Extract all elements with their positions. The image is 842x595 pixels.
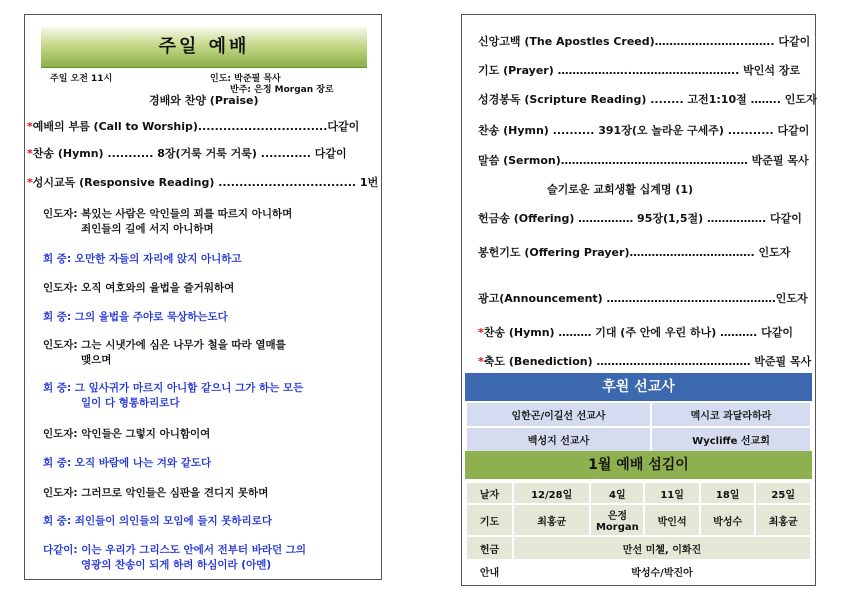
order-item-responsive-reading: *성시교독 (Responsive Reading) ................................. 1번	[27, 176, 379, 189]
table-row	[466, 402, 811, 427]
missions-header: 후원 선교사	[465, 373, 812, 401]
missions-table	[465, 401, 812, 453]
reading-line: 회 중: 오만한 자들의 자리에 앉지 아니하고	[43, 253, 242, 265]
preacher-info: 인도: 박준필 목사	[210, 74, 281, 84]
reading-line: 회 중: 오직 바람에 나는 겨와 같도다	[43, 457, 212, 469]
mission-place: 멕시코 과달라하라	[651, 402, 811, 427]
reading-line: 인도자: 그는 시냇가에 심은 나무가 철을 따라 열매를 맺으며	[43, 339, 286, 366]
order-item-call-to-worship: *예배의 부름 (Call to Worship)...............................다같이	[27, 120, 360, 133]
standing-marker: *	[27, 147, 33, 160]
order-item-offering: 헌금송 (Offering) …………… 95장(1,5절) ……………. 다같이	[478, 212, 802, 225]
standing-marker: *	[27, 120, 33, 133]
schedule-table	[465, 481, 812, 583]
order-item-closing-hymn: *찬송 (Hymn) ……… 기대 (주 안에 우린 하나) ………. 다같이	[478, 326, 793, 339]
reading-line: 회 중: 그 잎사귀가 마르지 아니함 같으니 그가 하는 모든 일이 다 형통하리로다	[43, 382, 304, 409]
order-item-creed: 신앙고백 (The Apostles Creed)…………….……..…….. 다같이	[478, 35, 811, 48]
mission-place: Wycliffe 선교회	[651, 427, 811, 452]
reading-line: 회 중: 그의 율법을 주야로 묵상하는도다	[43, 311, 228, 323]
schedule-header: 1월 예배 섬김이	[465, 451, 812, 479]
accompanist-info: 반주: 은정 Morgan 장로	[230, 85, 334, 95]
standing-marker: *	[27, 176, 33, 189]
table-row: 헌금 만선 미첼, 이화진	[466, 536, 811, 560]
order-item-scripture: 성경봉독 (Scripture Reading) ........ 고전1:10절 …….. 인도자	[478, 93, 817, 106]
table-row	[466, 427, 811, 452]
reading-line: 다같이: 이는 우리가 그리스도 안에서 전부터 바라던 그의 영광의 찬송이 되게 하려 하심이라 (아멘)	[43, 544, 307, 571]
order-item-benediction: *축도 (Benediction) …………………………………… 박준필 목사	[478, 355, 812, 368]
order-item-prayer: 기도 (Prayer) ………………..……………………….. 박인석 장로	[478, 64, 801, 77]
sermon-title: 슬기로운 교회생활 십계명 (1)	[547, 183, 694, 196]
order-item-sermon: 말씀 (Sermon)…………………………………………… 박준필 목사	[478, 154, 809, 167]
order-item-offering-prayer: 봉헌기도 (Offering Prayer)……………………………. 인도자	[478, 246, 791, 259]
order-item-announcement: 광고(Announcement) ………………………….……………인도자	[478, 292, 808, 305]
order-item-hymn: 찬송 (Hymn) .......... 391장(오 놀라운 구세주) ........... 다같이	[478, 124, 810, 137]
reading-line: 인도자: 복있는 사람은 악인들의 꾀를 따르지 아니하며 죄인들의 길에 서지 아니하며	[43, 208, 293, 235]
order-item-hymn: *찬송 (Hymn) ........... 8장(거룩 거룩 거룩) ............ 다같이	[27, 147, 347, 160]
reading-line: 인도자: 악인들은 그렇지 아니함이여	[43, 428, 211, 440]
reading-line: 인도자: 오직 여호와의 율법을 즐거워하여	[43, 282, 235, 294]
reading-line: 회 중: 죄인들이 의인들의 모임에 들지 못하리로다	[43, 515, 272, 527]
service-time: 주일 오전 11시	[50, 74, 113, 84]
table-row: 기도 최홍균 은정 Morgan 박인석 박성수 최홍균	[466, 504, 811, 536]
table-row: 날자 12/28일 4일 11일 18일 25일	[466, 482, 811, 504]
table-row: 안내 박성수/박진아	[466, 560, 811, 582]
mission-name: 임한곤/이길선 선교사	[466, 402, 651, 427]
reading-line: 인도자: 그러므로 악인들은 심판을 견디지 못하며	[43, 487, 269, 499]
praise-section-title: 경배와 찬양 (Praise)	[149, 94, 259, 107]
service-title-banner: 주일 예배	[41, 27, 367, 68]
mission-name: 백성지 선교사	[466, 427, 651, 452]
right-bulletin-page	[461, 14, 816, 586]
left-bulletin-page	[24, 14, 382, 580]
standing-marker: *	[478, 355, 484, 368]
standing-marker: *	[478, 326, 484, 339]
